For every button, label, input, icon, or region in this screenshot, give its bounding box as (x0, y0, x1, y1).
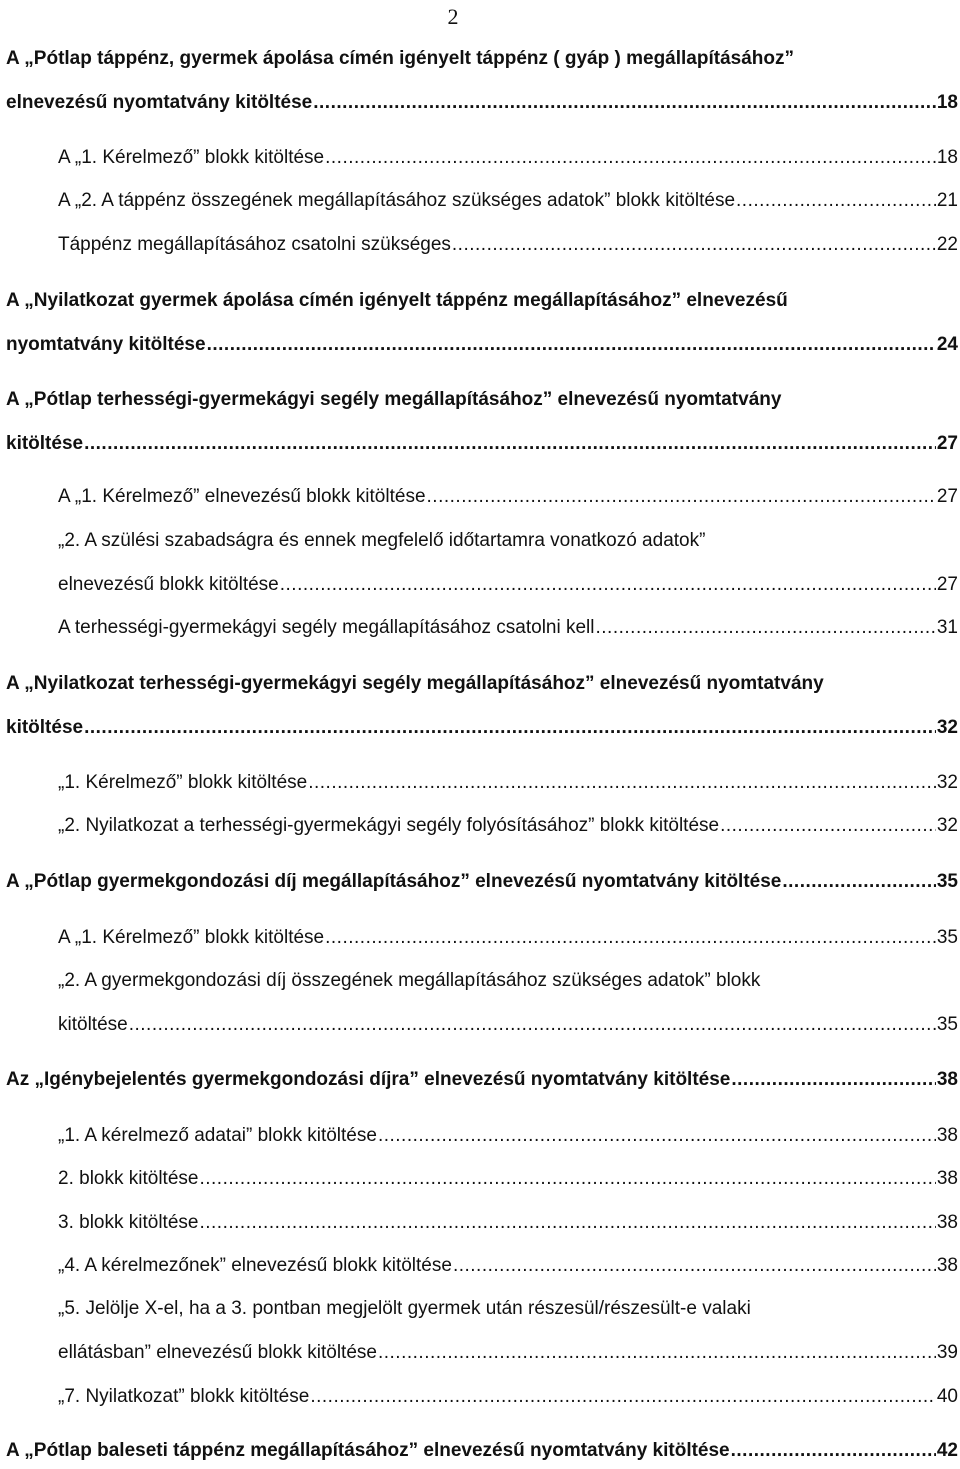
toc-entry-line (58, 1166, 958, 1192)
toc-entry-line (58, 1123, 958, 1149)
toc-page-number: 27 (936, 574, 958, 595)
toc-entry-title: A „Nyilatkozat terhességi-gyermekágyi segély megállapításához” elnevezésű nyomtatvány (6, 673, 824, 694)
toc-page-number: 18 (936, 92, 958, 113)
toc-entry-line (6, 1438, 958, 1464)
toc-entry-line (58, 1253, 958, 1279)
toc-entry-title: A „1. Kérelmező” elnevezésű blokk kitöltése (58, 486, 426, 507)
toc-entry-line (6, 387, 958, 413)
toc-entry-title: A „Pótlap baleseti táppénz megállapításához” elnevezésű nyomtatvány kitöltése (6, 1440, 730, 1461)
toc-entry-title: elnevezésű blokk kitöltése (58, 574, 279, 595)
toc-dot-leader (325, 925, 936, 951)
toc-dot-leader (84, 715, 936, 741)
toc-entry-line (6, 90, 958, 116)
toc-page-number: 40 (936, 1386, 958, 1407)
toc-entry-title: A „Pótlap gyermekgondozási díj megállapításához” elnevezésű nyomtatvány kitöltése (6, 871, 782, 892)
toc-dot-leader (782, 869, 936, 895)
toc-entry-title: A „2. A táppénz összegének megállapításához szükséges adatok” blokk kitöltése (58, 190, 736, 211)
toc-dot-leader (378, 1123, 936, 1149)
toc-entry-title: A „Pótlap táppénz, gyermek ápolása címén igényelt táppénz ( gyáp ) megállapításához” (6, 48, 794, 69)
toc-entry-title: „2. A szülési szabadságra és ennek megfelelő időtartamra vonatkozó adatok” (58, 530, 706, 551)
toc-page-number: 27 (936, 486, 958, 507)
toc-entry-line (58, 770, 958, 796)
toc-entry-line (58, 145, 958, 171)
toc-page-number: 35 (936, 1014, 958, 1035)
toc-entry-title: ellátásban” elnevezésű blokk kitöltése (58, 1342, 377, 1363)
toc-entry-title: „7. Nyilatkozat” blokk kitöltése (58, 1386, 310, 1407)
toc-entry-title: „1. Kérelmező” blokk kitöltése (58, 772, 308, 793)
toc-dot-leader (280, 572, 936, 598)
toc-dot-leader (313, 90, 936, 116)
toc-dot-leader (596, 615, 936, 641)
toc-page-number: 38 (936, 1255, 958, 1276)
toc-entry-line (58, 615, 958, 641)
toc-page-number: 22 (936, 234, 958, 255)
toc-dot-leader (199, 1210, 935, 1236)
toc-page-number: 32 (936, 815, 958, 836)
toc-entry-line (58, 484, 958, 510)
toc-entry-line (58, 232, 958, 258)
toc-dot-leader (731, 1067, 936, 1093)
toc-entry-line (6, 671, 958, 697)
toc-entry-title: nyomtatvány kitöltése (6, 334, 206, 355)
toc-entry-line (6, 288, 958, 314)
toc-page-number: 24 (936, 334, 958, 355)
toc-page-number: 38 (936, 1125, 958, 1146)
toc-entry-line (6, 1067, 958, 1093)
toc-entry-title: „2. A gyermekgondozási díj összegének megállapításához szükséges adatok” blokk (58, 970, 761, 991)
toc-entry-line (58, 1384, 958, 1410)
toc-page-number: 18 (936, 147, 958, 168)
toc-page-number: 39 (936, 1342, 958, 1363)
toc-dot-leader (129, 1012, 936, 1038)
toc-dot-leader (207, 332, 936, 358)
toc-entry-line (58, 813, 958, 839)
toc-entry-line (58, 968, 958, 994)
toc-dot-leader (84, 431, 936, 457)
toc-page-number: 32 (936, 717, 958, 738)
toc-entry-title: 2. blokk kitöltése (58, 1168, 199, 1189)
toc-page-number: 42 (936, 1440, 958, 1461)
toc-entry-line (6, 431, 958, 457)
toc-dot-leader (427, 484, 936, 510)
toc-entry-title: kitöltése (6, 433, 84, 454)
toc-entry-title: kitöltése (6, 717, 84, 738)
toc-dot-leader (325, 145, 936, 171)
toc-entry-line (58, 528, 958, 554)
toc-entry-line (58, 1210, 958, 1236)
toc-entry-title: A „1. Kérelmező” blokk kitöltése (58, 147, 325, 168)
toc-dot-leader (310, 1384, 936, 1410)
toc-entry-line (6, 46, 958, 72)
toc-page-number: 38 (936, 1069, 958, 1090)
toc-dot-leader (452, 232, 936, 258)
page-number: 2 (447, 4, 459, 29)
toc-entry-title: „4. A kérelmezőnek” elnevezésű blokk kitöltése (58, 1255, 452, 1276)
toc-entry-title: A „Pótlap terhességi-gyermekágyi segély megállapításához” elnevezésű nyomtatvány (6, 389, 782, 410)
toc-page-number: 38 (936, 1168, 958, 1189)
toc-dot-leader (731, 1438, 936, 1464)
toc-dot-leader (720, 813, 936, 839)
toc-entry-line (58, 1296, 958, 1322)
toc-page-number: 38 (936, 1212, 958, 1233)
toc-entry-title: elnevezésű nyomtatvány kitöltése (6, 92, 313, 113)
toc-dot-leader (199, 1166, 935, 1192)
toc-entry-line (58, 1340, 958, 1366)
toc-entry-line (58, 188, 958, 214)
toc-entry-line (6, 332, 958, 358)
toc-entry-title: „2. Nyilatkozat a terhességi-gyermekágyi segély folyósításához” blokk kitöltése (58, 815, 720, 836)
toc-entry-title: Az „Igénybejelentés gyermekgondozási díjra” elnevezésű nyomtatvány kitöltése (6, 1069, 731, 1090)
toc-entry-title: Táppénz megállapításához csatolni szükséges (58, 234, 451, 255)
toc-dot-leader (453, 1253, 936, 1279)
toc-entry-title: „1. A kérelmező adatai” blokk kitöltése (58, 1125, 377, 1146)
toc-page-number: 27 (936, 433, 958, 454)
toc-page-number: 21 (936, 190, 958, 211)
toc-page-number: 32 (936, 772, 958, 793)
toc-entry-line (58, 1012, 958, 1038)
toc-entry-title: „5. Jelölje X-el, ha a 3. pontban megjelölt gyermek után részesül/részesült-e valaki (58, 1298, 751, 1319)
toc-entry-line (6, 869, 958, 895)
toc-entry-line (6, 715, 958, 741)
toc-entry-title: 3. blokk kitöltése (58, 1212, 199, 1233)
toc-dot-leader (736, 188, 936, 214)
toc-entry-line (58, 925, 958, 951)
toc-entry-title: A „1. Kérelmező” blokk kitöltése (58, 927, 325, 948)
toc-page-number: 31 (936, 617, 958, 638)
toc-entry-title: A „Nyilatkozat gyermek ápolása címén igényelt táppénz megállapításához” elnevezésű (6, 290, 788, 311)
toc-entry-line (58, 572, 958, 598)
toc-entry-title: A terhességi-gyermekágyi segély megállapításához csatolni kell (58, 617, 595, 638)
toc-entry-title: kitöltése (58, 1014, 128, 1035)
toc-page-number: 35 (936, 927, 958, 948)
toc-dot-leader (378, 1340, 936, 1366)
toc-page-number: 35 (936, 871, 958, 892)
toc-dot-leader (308, 770, 936, 796)
